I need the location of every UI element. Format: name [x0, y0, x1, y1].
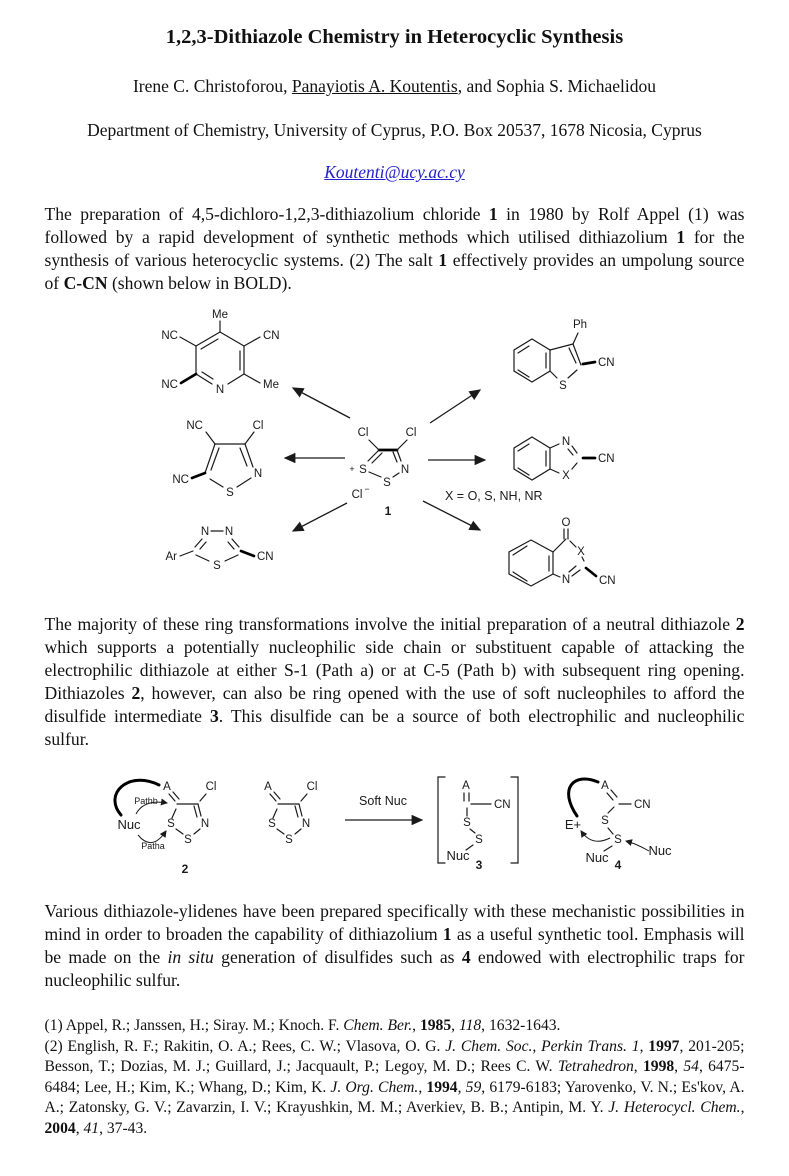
structure-benzazole [514, 436, 615, 482]
structure-benzothiophene [514, 319, 615, 392]
label-path-b: Pathb [134, 796, 158, 806]
label-n: N [301, 818, 311, 830]
label-nc: NC [172, 474, 189, 486]
label-nc: NC [186, 420, 203, 432]
paragraph-3: Various dithiazole-ylidenes have been prepared specifically with these mechanistic possibilities in mind in order to broaden the capability of dithiazolium 1 as a useful synthetic tool. Emphasis will be made on the in situ generation of disulfides such as 4 endowed with electrophilic traps for nucleophilic sulfur. [44, 901, 745, 990]
affiliation-line: Department of Chemistry, University of Cyprus, P.O. Box 20537, 1678 Nicosia, Cyprus [87, 120, 702, 140]
label-s: S [167, 818, 175, 830]
label-s: S [285, 834, 293, 846]
reference-2: (2) English, R. F.; Rakitin, O. A.; Rees, C. W.; Vlasova, O. G. J. Chem. Soc., Perkin Trans. 1, 1997, 201-205; Besson, T.; Dozias, M. J.; Guillard, J.; Jacquault, P.; Legoy, M. D.; Rees C. W. Tetrahedron, 1998, 54, 6475-6484; Lee, H.; Kim, K.; Whang, D.; Kim, K. J. Org. Chem., 1994, 59, 6179-6183; Yarovenko, V. N.; Es'kov, A. A.; Zatonsky, G. V.; Zavarzin, I. V.; Krayushkin, M. M.; Averkiev, B. B.; Antipin, M. Y. J. Heterocycl. Chem., 2004, 41, 37-43. [44, 1037, 745, 1137]
label-compound-4: 4 [614, 858, 622, 872]
structure-disulfide-3 [438, 777, 518, 872]
label-ar: Ar [165, 551, 177, 563]
label-nuc: Nuc [446, 848, 470, 863]
label-path-a: Patha [141, 841, 165, 851]
label-compound-2: 2 [181, 862, 189, 876]
paragraph-1: The preparation of 4,5-dichloro-1,2,3-dithiazolium chloride 1 in 1980 by Rolf Appel (1) was followed by a rapid development of synthetic methods which utilised dithiazolium 1 for the synthesis of various heterocyclic systems. (2) The salt 1 effectively provides an umpolung source of C-CN (shown below in BOLD). [44, 204, 745, 293]
label-s: S [213, 560, 221, 572]
structure-disulfide-4 [565, 779, 672, 872]
page-title: 1,2,3-Dithiazole Chemistry in Heterocyclic Synthesis [165, 26, 624, 48]
scheme-1 [0, 308, 789, 605]
authors-line: Irene C. Christoforou, Panayiotis A. Koutentis, and Sophia S. Michaelidou [132, 76, 656, 96]
label-soft-nuc: Soft Nuc [359, 794, 407, 808]
label-ph: Ph [572, 319, 588, 331]
label-n: N [200, 526, 210, 538]
label-compound-1: 1 [384, 504, 392, 518]
label-a: A [163, 781, 171, 793]
email-line [45, 162, 745, 183]
label-o: O [561, 517, 571, 529]
label-cl: Cl [252, 420, 264, 432]
label-x: X [562, 470, 570, 482]
structure-quinazolinone [509, 517, 616, 587]
label-s: S [184, 834, 192, 846]
label-e-plus: E+ [564, 817, 582, 832]
label-chloride: Cl [351, 489, 363, 501]
label-cn: CN [257, 551, 274, 563]
label-me: Me [212, 309, 228, 321]
references [45, 1016, 745, 1139]
label-a: A [601, 780, 609, 792]
label-s: S [463, 817, 471, 829]
label-compound-3: 3 [475, 858, 483, 872]
label-s: S [359, 464, 367, 476]
structure-isothiazole [172, 420, 263, 499]
label-me: Me [263, 379, 279, 391]
label-n: N [224, 526, 234, 538]
label-minus: − [364, 484, 370, 494]
label-cn: CN [598, 357, 615, 369]
structure-dithiazole-2 [115, 780, 216, 876]
label-s: S [601, 815, 609, 827]
email-link[interactable]: Koutenti@ucy.ac.cy [324, 162, 465, 182]
label-cl: Cl [306, 781, 318, 793]
label-cn: CN [263, 330, 280, 342]
label-n: N [200, 818, 210, 830]
scheme1-x-legend: X = O, S, NH, NR [445, 489, 543, 503]
label-x: X [577, 546, 585, 558]
label-cl: Cl [357, 427, 369, 439]
label-cn: CN [599, 575, 616, 587]
label-cl: Cl [405, 427, 417, 439]
label-s: S [559, 380, 567, 392]
soft-nuc-arrow [345, 794, 422, 820]
label-n: N [253, 468, 263, 480]
label-cn: CN [494, 799, 511, 811]
label-nuc: Nuc [648, 843, 672, 858]
label-cl: Cl [205, 781, 217, 793]
label-nc: NC [161, 330, 178, 342]
paragraph-2: The majority of these ring transformations involve the initial preparation of a neutral dithiazole 2 which supports a potentially nucleophilic side chain or substituent capable of attacking the electrophilic dithiazole at either S-1 (Path a) or at C-5 (Path b) with subsequent ring opening. Dithiazoles 2, however, can also be ring opened with the use of soft nucleophiles to afford the disulfide intermediate 3. This disulfide can be a source of both electrophilic and nucleophilic sulfur. [44, 614, 745, 749]
label-s: S [614, 834, 622, 846]
label-s: S [383, 477, 391, 489]
label-a: A [462, 780, 470, 792]
label-n: N [561, 436, 571, 448]
label-s: S [268, 818, 276, 830]
label-n: N [215, 384, 225, 396]
label-n: N [400, 464, 410, 476]
label-a: A [264, 781, 272, 793]
reference-1: (1) Appel, R.; Janssen, H.; Siray. M.; Knoch. F. Chem. Ber., 1985, 118, 1632-1643. [44, 1017, 561, 1034]
label-plus: + [349, 464, 355, 474]
structure-pyridine [161, 309, 279, 396]
label-s: S [475, 834, 483, 846]
structure-dithiazolium-salt [349, 427, 416, 518]
structure-thiadiazole [166, 526, 274, 572]
label-nc: NC [161, 379, 178, 391]
label-nuc: Nuc [585, 850, 609, 865]
structure-ylidene [264, 781, 317, 846]
label-nuc: Nuc [117, 817, 141, 832]
label-cn: CN [598, 453, 615, 465]
label-cn: CN [634, 799, 651, 811]
scheme-2 [0, 756, 789, 892]
label-n: N [561, 574, 571, 586]
label-s: S [226, 487, 234, 499]
